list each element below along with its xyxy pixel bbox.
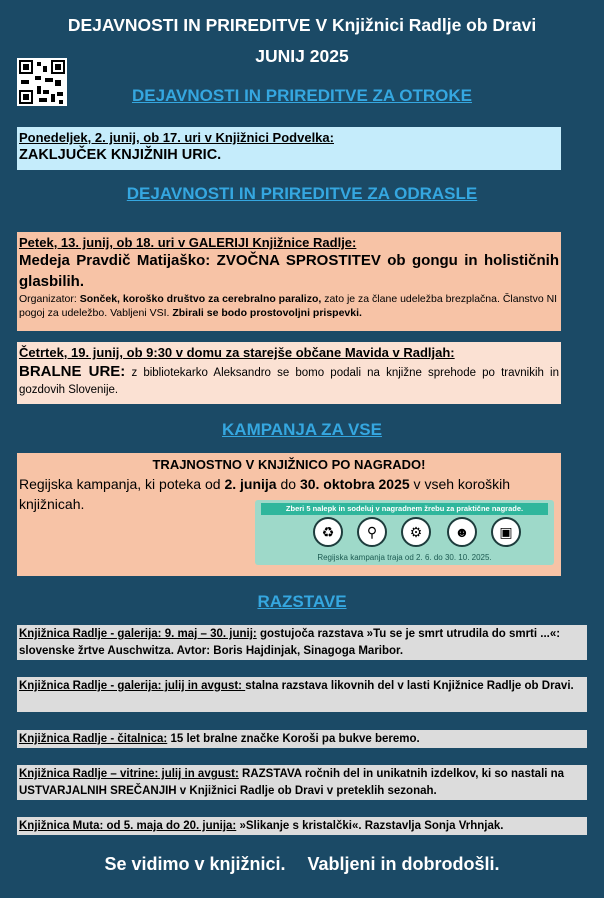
adult-event1-what: Medeja Pravdič Matijaško: ZVOČNA SPROSTITEV ob gongu in holističnih glasbilih.	[19, 252, 559, 290]
adult-event2-what: BRALNE URE: z bibliotekarko Aleksandro se bomo podali na knjižne sprehode po travnikih in gozdovih Slovenije.	[19, 363, 559, 396]
children-event-box	[17, 127, 561, 170]
footer	[0, 854, 604, 875]
adult-event1-organizer: Organizator: Sonček, koroško društvo za cerebralno paralizo, zato je za člane udeležba brezplačna. Članstvo NI pogoj za udeležbo. Vabljeni VSI. Zbirali se bodo prostovoljni prispevki.	[19, 293, 558, 319]
exhibition-item: Knjižnica Radlje - čitalnica: 15 let bralne značke Koroši pa bukve beremo.	[17, 730, 587, 748]
adult-event2-when: Četrtek, 19. junij, ob 9:30 v domu za starejše občane Mavida v Radljah:	[19, 345, 455, 360]
banner-top-text: Zberi 5 nalepk in sodeluj v nagradnem žrebu za praktične nagrade.	[261, 503, 548, 515]
footer-left: Se vidimo v knjižnici.	[104, 854, 286, 874]
section-heading-adults: DEJAVNOSTI IN PRIREDITVE ZA ODRASLE	[126, 184, 478, 203]
scooter-icon: ⚙	[401, 517, 431, 547]
campaign-banner	[255, 500, 554, 565]
bus-icon: ▣	[491, 517, 521, 547]
bicycle-icon: ⚲	[357, 517, 387, 547]
page-title: DEJAVNOSTI IN PRIREDITVE V Knjižnici Radlje ob Dravi	[67, 15, 537, 35]
exhibition-item: Knjižnica Muta: od 5. maja do 20. junija: »Slikanje s kristalčki«. Razstavlja Sonja Vrhnjak.	[17, 817, 587, 835]
section-heading-children: DEJAVNOSTI IN PRIREDITVE ZA OTROKE	[131, 86, 473, 105]
adult-event2-box	[17, 342, 561, 404]
children-event-what: ZAKLJUČEK KNJIŽNIH URIC.	[19, 147, 222, 163]
page-subtitle: JUNIJ 2025	[255, 46, 349, 66]
campaign-title: TRAJNOSTNO V KNJIŽNICO PO NAGRADO!	[152, 457, 426, 472]
exhibition-item: Knjižnica Radlje – vitrine: julij in avgust: RAZSTAVA ročnih del in unikatnih izdelkov, ki so nastali na USTVARJALNIH SREČANJIH v Knjižnici Radlje ob Dravi v preteklih sezonah.	[17, 765, 587, 800]
exhibition-item: Knjižnica Radlje - galerija: 9. maj – 30. junij: gostujoča razstava »Tu se je smrt utrudila do smrti ...«: slovenske žrtve Auschwitza. Avtor: Boris Hajdinjak, Sinagoga Maribor.	[17, 625, 587, 660]
recycle-icon: ♻	[313, 517, 343, 547]
exhibition-item: Knjižnica Radlje - galerija: julij in avgust: stalna razstava likovnih del v lasti Knjižnice Radlje ob Dravi.	[17, 677, 587, 712]
adult-event1-when: Petek, 13. junij, ob 18. uri v GALERIJI Knjižnice Radlje:	[19, 235, 357, 250]
children-event-when: Ponedeljek, 2. junij, ob 17. uri v Knjižnici Podvelka:	[19, 130, 334, 145]
section-heading-exhibitions: RAZSTAVE	[257, 592, 347, 611]
footer-right: Vabljeni in dobrodošli.	[307, 854, 500, 874]
campaign-text: Regijska kampanja, ki poteka od 2. junija do 30. oktobra 2025 v vseh koroških knjižnicah.	[19, 476, 511, 512]
adult-event1-box	[17, 232, 561, 331]
walking-icon: ☻	[447, 517, 477, 547]
section-heading-campaign: KAMPANJA ZA VSE	[222, 420, 382, 439]
banner-bottom-text: Regijska kampanja traja od 2. 6. do 30. 10. 2025.	[317, 553, 492, 562]
